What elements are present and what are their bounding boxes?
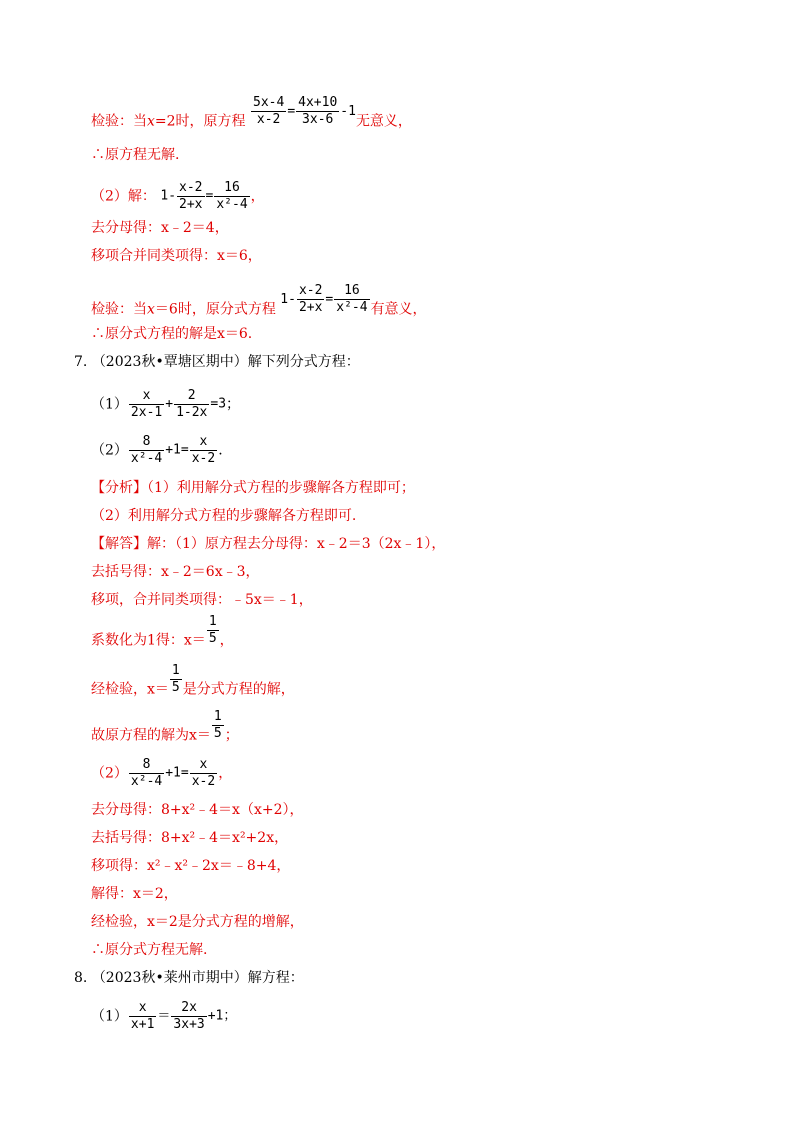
answer-text: 解：（1）原方程去分母得：x﹣2＝3（2x﹣1），	[147, 536, 446, 552]
q8-part-1	[91, 1000, 236, 1033]
fraction: $\frac{1}{5}$	[171, 663, 180, 695]
question-number: 8.	[74, 970, 88, 986]
operator: =	[205, 188, 214, 204]
fraction: $\frac{x}{x-2}$	[191, 757, 216, 789]
conclusion-line: ∴原分式方程无解.	[91, 942, 208, 958]
fraction: $\frac{16}{\text{x²-4}}$	[336, 283, 368, 315]
part-label: （2）解：	[91, 188, 156, 205]
step-line: 移项合并同类项得：x＝6，	[91, 248, 262, 264]
fraction: $\frac{2x}{3x+3}$	[173, 1000, 205, 1032]
operator: +1=	[165, 765, 189, 781]
step-text: 系数化为1得：x＝	[91, 632, 206, 649]
operator: 1-	[160, 188, 177, 204]
question-number: 7.	[74, 354, 88, 370]
part-2-solve	[91, 180, 265, 213]
fraction: $\frac{1}{5}$	[208, 614, 217, 646]
step-line: 去括号得：x﹣2＝6x﹣3，	[91, 564, 260, 580]
punct: .	[218, 442, 223, 459]
operator: =3	[210, 396, 227, 412]
part-label: （1）	[91, 1008, 128, 1025]
fraction: $\frac{x-2}{2+x}$	[298, 283, 323, 315]
fraction: $\frac{8}{\text{x²-4}}$	[130, 434, 163, 466]
answer-tag: 【解答】	[91, 536, 147, 552]
operator: =	[287, 103, 296, 119]
fraction: $\frac{1}{5}$	[213, 709, 222, 741]
q7-part-1	[91, 388, 240, 421]
question-source: （2023秋•莱州市期中）解方程：	[91, 970, 304, 986]
check-text-post: 无意义，	[355, 113, 412, 130]
fraction: $\frac{5x-4}{x-2}$	[253, 95, 285, 127]
punct: ，	[218, 765, 233, 782]
check-text: 检验：当	[91, 113, 147, 130]
punct: ；	[224, 727, 239, 744]
step-line-fraction	[91, 709, 239, 752]
answer-line-1	[91, 534, 445, 554]
fraction: $\frac{16}{\text{x²-4}}$	[216, 180, 248, 212]
fraction: $\frac{x}{2x-1}$	[130, 388, 163, 420]
step-line: 移项，合并同类项得：﹣5x＝﹣1，	[91, 592, 313, 608]
variable-x: x	[147, 113, 155, 130]
analysis-text: （1）利用解分式方程的步骤解各方程即可；	[147, 480, 415, 496]
part-label: （1）	[91, 396, 128, 413]
check-text-mid: ＝6时，原分式方程	[154, 301, 276, 318]
analysis-tag: 【分析】	[91, 480, 147, 496]
operator: =	[325, 291, 334, 307]
punct: ，	[250, 188, 265, 205]
fraction: $\frac{4x+10}{3x-6}$	[298, 95, 338, 127]
operator: 1-	[280, 291, 296, 307]
step-text: 经检验，x＝	[91, 681, 169, 698]
punct: ，	[219, 632, 234, 649]
analysis-line-2: （2）利用解分式方程的步骤解各方程即可.	[91, 508, 357, 524]
check-text-mid: =2时，原方程	[154, 113, 246, 130]
step-line: 去分母得：8+x²﹣4＝x（x+2），	[91, 802, 304, 818]
step-line: 解得：x＝2，	[91, 886, 178, 902]
operator: ＝	[157, 1008, 171, 1024]
fraction: $\frac{x-2}{2+x}$	[179, 180, 203, 212]
punct: ；	[226, 396, 241, 413]
check-line-2	[91, 283, 427, 326]
fraction: $\frac{x}{x+1}$	[130, 1000, 155, 1032]
step-line-fraction	[91, 614, 234, 657]
step-line: 移项得：x²﹣x²﹣2x＝﹣8+4，	[91, 858, 291, 874]
step-text-post: 是分式方程的解，	[182, 681, 295, 698]
question-7-header	[74, 352, 360, 372]
variable-x: x	[147, 301, 155, 318]
conclusion-line: ∴原分式方程的解是x＝6.	[91, 326, 253, 342]
step-line-fraction	[91, 663, 295, 706]
part-label: （2）	[91, 442, 128, 459]
operator: +1=	[165, 442, 189, 458]
step-text: 故原方程的解为x＝	[91, 727, 211, 744]
fraction: $\frac{x}{x-2}$	[191, 434, 216, 466]
question-8-header	[74, 968, 304, 988]
analysis-line-1	[91, 478, 415, 498]
check-text-post: 有意义，	[370, 301, 427, 318]
part-label: （2）	[91, 765, 128, 782]
step-line: 去分母得：x﹣2＝4，	[91, 220, 229, 236]
operator: +1；	[207, 1008, 237, 1024]
q7-part-2-restate	[91, 757, 232, 790]
q7-part-2	[91, 434, 223, 467]
operator: -1	[340, 103, 356, 119]
check-text: 检验：当	[91, 301, 147, 318]
step-line: 去括号得：8+x²﹣4＝x²+2x，	[91, 830, 289, 846]
question-source: （2023秋•覃塘区期中）解下列分式方程：	[91, 354, 360, 370]
fraction: $\frac{8}{\text{x²-4}}$	[130, 757, 163, 789]
fraction: $\frac{2}{1-2x}$	[176, 388, 208, 420]
operator: +	[165, 396, 174, 412]
conclusion-line: ∴原方程无解.	[91, 147, 180, 163]
step-line: 经检验，x＝2是分式方程的增解，	[91, 914, 304, 930]
check-line-1	[91, 95, 412, 138]
